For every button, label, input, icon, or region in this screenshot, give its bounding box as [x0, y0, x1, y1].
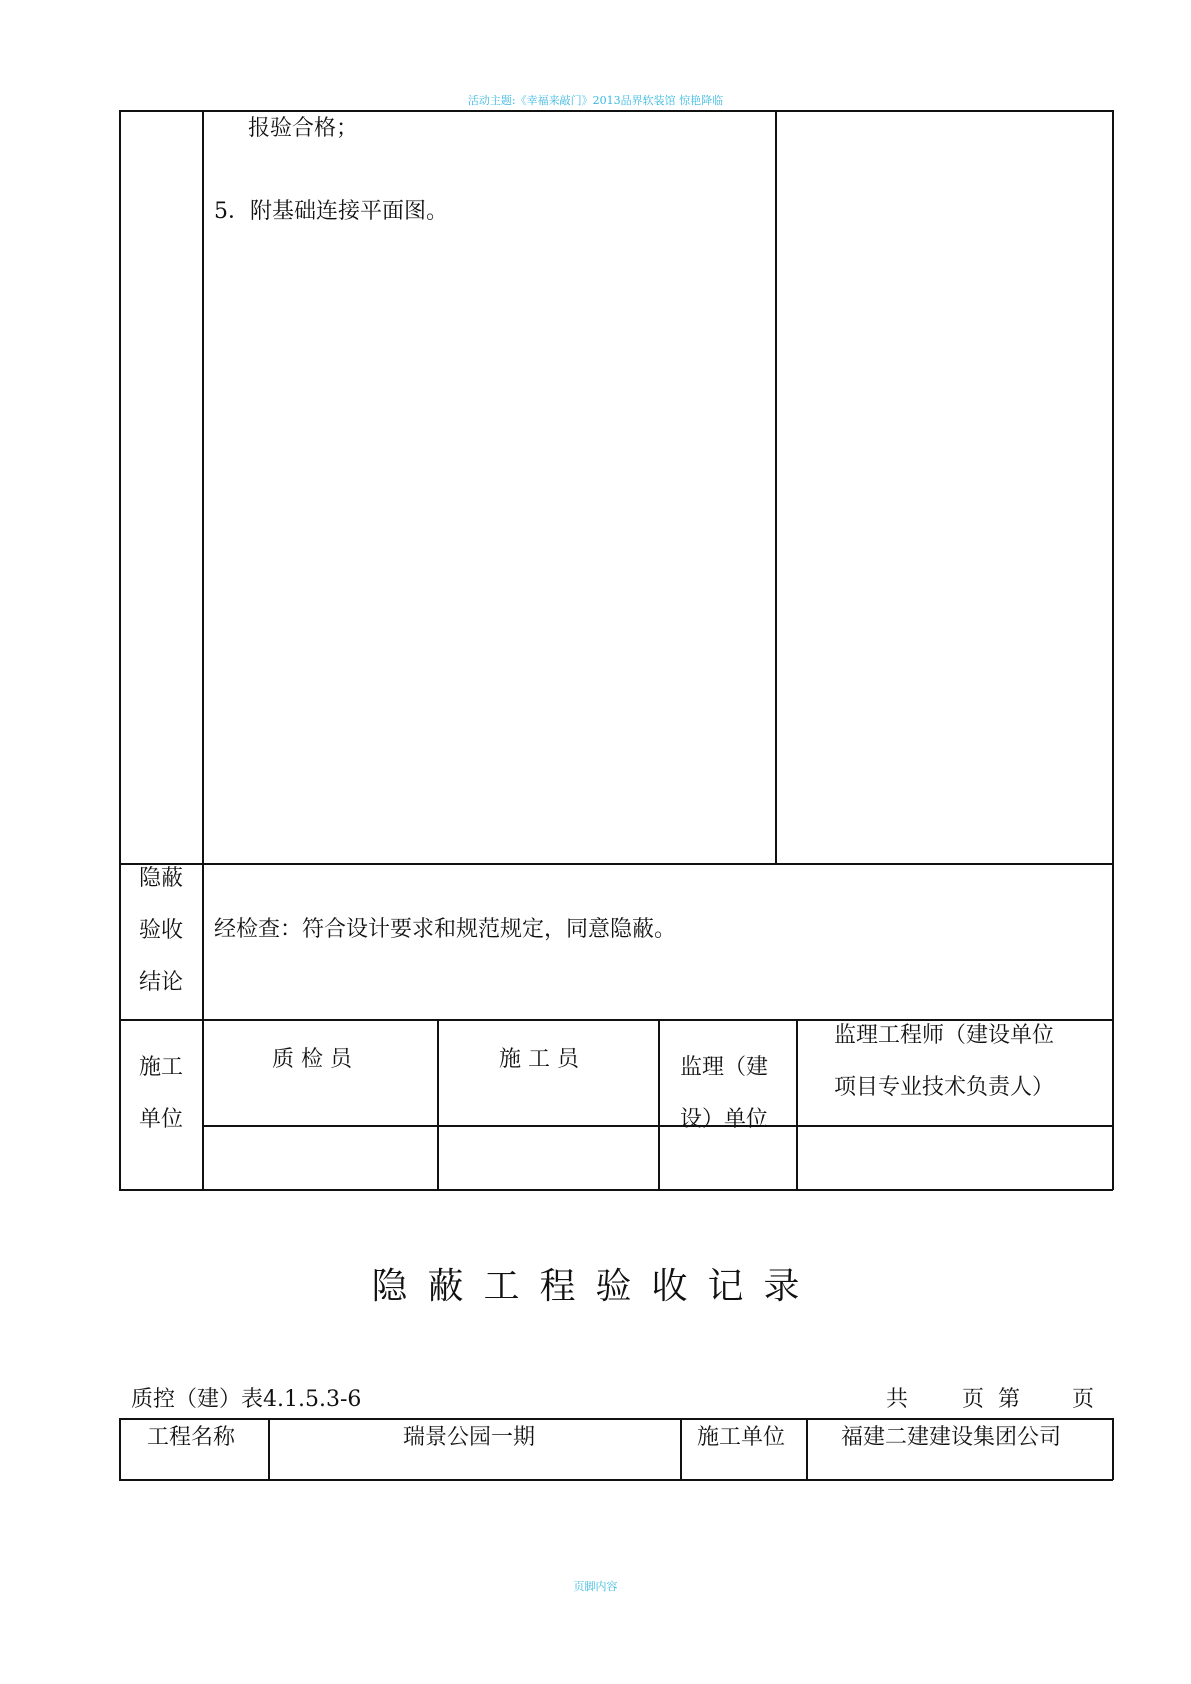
row-divider [119, 863, 1113, 865]
supervision-engineer-label-line: 监理工程师（建设单位 [834, 1023, 1055, 1048]
header-note: 活动主题:《幸福来敲门》2013品界软装馆 惊艳降临 [467, 94, 724, 107]
construction-unit-label-line: 施工 [138, 1055, 183, 1080]
form-title: 隐蔽工程验收记录 [371, 1266, 820, 1307]
footer-note: 页脚内容 [573, 1580, 618, 1593]
page-counter-total: 共 [886, 1387, 909, 1412]
table-border-right [1112, 110, 1114, 1190]
table-border-left [119, 1418, 121, 1480]
construction-unit-value: 福建二建建设集团公司 [841, 1425, 1062, 1450]
supervision-engineer-label-line: 项目专业技术负责人） [834, 1075, 1055, 1100]
supervision-engineer-label [798, 1010, 1112, 1114]
column-divider [680, 1418, 682, 1480]
project-name-label: 工程名称 [147, 1425, 236, 1450]
construction-unit-label: 施工单位 [697, 1425, 786, 1450]
table-border-left [119, 110, 121, 1190]
conclusion-label [120, 853, 202, 1009]
column-divider [806, 1418, 808, 1480]
project-name-value: 瑞景公园一期 [403, 1425, 536, 1450]
construction-unit-label-line: 单位 [138, 1107, 183, 1132]
page-counter-page-end: 页 [1072, 1387, 1095, 1412]
content-line: 5．附基础连接平面图。 [214, 199, 448, 224]
column-divider [268, 1418, 270, 1480]
page-counter-number: 第 [998, 1387, 1021, 1412]
quality-inspector-label: 质 检 员 [272, 1047, 352, 1072]
table-border-right [1112, 1418, 1114, 1480]
supervision-unit-label-line: 设）单位 [680, 1107, 769, 1132]
table-border-top [119, 110, 1113, 112]
column-divider [202, 110, 204, 1190]
column-divider [437, 1019, 439, 1189]
conclusion-label-line: 结论 [138, 970, 183, 995]
table-border-bottom [119, 1189, 1113, 1191]
form-code: 质控（建）表4.1.5.3-6 [131, 1387, 362, 1412]
construction-unit-label [120, 1042, 202, 1146]
conclusion-label-line: 隐蔽 [138, 866, 183, 891]
conclusion-text: 经检查：符合设计要求和规范规定，同意隐蔽。 [214, 917, 677, 942]
page-counter-page: 页 [962, 1387, 985, 1412]
supervision-unit-label [660, 1042, 796, 1146]
conclusion-label-line: 验收 [138, 918, 183, 943]
constructor-label: 施 工 员 [499, 1047, 579, 1072]
column-divider [775, 110, 777, 863]
content-line: 报验合格； [248, 116, 359, 141]
supervision-unit-label-line: 监理（建 [680, 1055, 769, 1080]
